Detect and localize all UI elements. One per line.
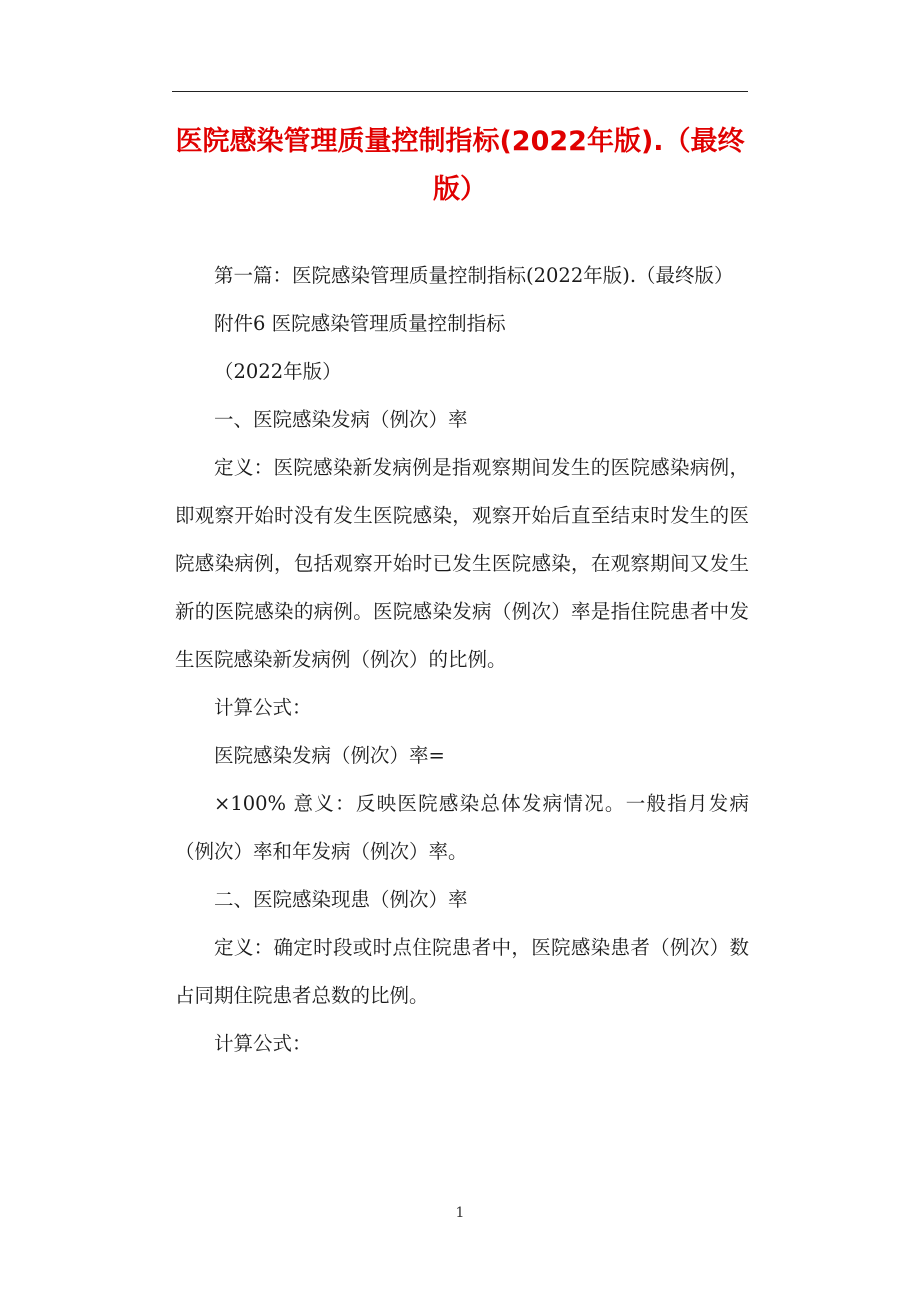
paragraph-formula-label-1: 计算公式： — [214, 696, 312, 719]
paragraph-chapter-heading: 第一篇：医院感染管理质量控制指标(2022年版).（最终版） — [214, 264, 734, 287]
paragraph-formula-1: 医院感染发病（例次）率= — [214, 744, 445, 767]
paragraph-definition-2: 定义：确定时段或时点住院患者中，医院感染患者（例次）数占同期住院患者总数的比例。 — [175, 936, 749, 1007]
page-number: 1 — [455, 1205, 465, 1221]
paragraph-definition-1: 定义：医院感染新发病例是指观察期间发生的医院感染病例，即观察开始时没有发生医院感染，观察开始后直至结束时发生的医院感染病例，包括观察开始时已发生医院感染，在观察期间又发生新的医院感染的病例。医院感染发病（例次）率是指住院患者中发生医院感染新发病例（例次）的比例。 — [175, 456, 749, 671]
section-heading-1: 一、医院感染发病（例次）率 — [214, 408, 468, 431]
paragraph-attachment-title: 附件6 医院感染管理质量控制指标 — [214, 312, 506, 335]
section-heading-2: 二、医院感染现患（例次）率 — [214, 888, 468, 911]
paragraph-edition: （2022年版） — [214, 360, 342, 383]
header-rule — [172, 91, 748, 92]
paragraph-significance-1: ×100% 意义：反映医院感染总体发病情况。一般指月发病（例次）率和年发病（例次）率。 — [175, 792, 749, 863]
document-body — [175, 252, 749, 1068]
document-title: 医院感染管理质量控制指标(2022年版).（最终版） — [175, 126, 745, 205]
paragraph-formula-label-2: 计算公式： — [214, 1032, 312, 1055]
